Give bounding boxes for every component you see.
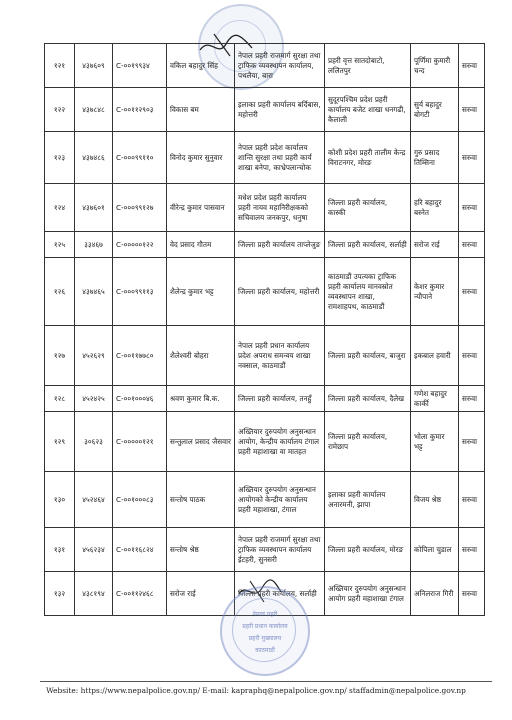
police-seal-bottom [220, 586, 310, 676]
seal-line-2: प्रहरी प्रधान कार्यालय [242, 623, 288, 630]
row-code: C-००११२४६८ [113, 572, 167, 616]
table-row [45, 88, 485, 132]
row-status: सरुवा [459, 326, 485, 386]
row-status: सरुवा [459, 184, 485, 232]
row-id: ४३७४८६ [75, 132, 113, 184]
row-status: सरुवा [459, 412, 485, 472]
row-code: C-०००९९११३ [113, 258, 167, 326]
row-id: ४३७६०९ [75, 44, 113, 88]
table-row [45, 326, 485, 386]
table-row [45, 132, 485, 184]
row-name: वकिल बहादुर सिंह [167, 44, 235, 88]
row-serial: १२१ [45, 44, 75, 88]
row-id: ४५६२३४ [75, 528, 113, 572]
row-name: वेद प्रसाद गौतम [167, 232, 235, 258]
row-code: C-०००९९११० [113, 132, 167, 184]
row-spouse-name: विजय श्रेष्ठ [411, 472, 459, 528]
row-new-office: अख्तियार दुरुपयोग अनुसन्धान आयोग प्रहरी महाशाखा टंगाल [325, 572, 411, 616]
row-code: C-०००००१२१ [113, 412, 167, 472]
table-row [45, 232, 485, 258]
row-id: ४५२६२९ [75, 326, 113, 386]
row-current-office: जिल्ला प्रहरी कार्यालय, महोत्तरी [235, 258, 325, 326]
row-serial: १२७ [45, 326, 75, 386]
row-spouse-name: सरोज राई [411, 232, 459, 258]
row-status: सरुवा [459, 88, 485, 132]
row-name: सन्तोष श्रेष्ठ [167, 528, 235, 572]
row-new-office: जिल्ला प्रहरी कार्यालय, रामेछाप [325, 412, 411, 472]
row-current-office: मधेश प्रदेश प्रहरी कार्यालय प्रहरी नायव महानिरीक्षकको सचिवालय जनकपुर, धनुषा [235, 184, 325, 232]
row-serial: १३२ [45, 572, 75, 616]
row-name: वीरेन्द्र कुमार पासवान [167, 184, 235, 232]
row-name: श्रवण कुमार बि.क. [167, 386, 235, 412]
row-new-office: जिल्ला प्रहरी कार्यालय, बाजुरा [325, 326, 411, 386]
row-code: C-००१०००८३ [113, 472, 167, 528]
footer-contact: Website: https://www.nepalpolice.gov.np/ E-mail: kapraphq@nepalpolice.gov.np/ staffadmin@nepalpolice.gov.np [46, 686, 466, 695]
row-spouse-name: इकबाल हवारी [411, 326, 459, 386]
row-code: C-००१९९३४ [113, 44, 167, 88]
row-code: C-००१०००४६ [113, 386, 167, 412]
row-new-office: जिल्ला प्रहरी कार्यालय, दैलेख [325, 386, 411, 412]
row-id: ४३८१९४ [75, 572, 113, 616]
row-name: शैलेश्वरी बोहरा [167, 326, 235, 386]
row-spouse-name: केशर कुमार न्यौपाने [411, 258, 459, 326]
row-spouse-name: कोपिला चुडाल [411, 528, 459, 572]
transfer-table [44, 43, 485, 616]
row-current-office: जिल्ला प्रहरी कार्यालय, सर्लाही [235, 572, 325, 616]
row-current-office: नेपाल प्रहरी राजमार्ग सुरक्षा तथा ट्राफिक व्यवस्थापन कार्यालय, पथलैया, बारा [235, 44, 325, 88]
row-serial: १३१ [45, 528, 75, 572]
row-serial: १२५ [45, 232, 75, 258]
row-id: ४३७४६५ [75, 258, 113, 326]
row-current-office: नेपाल प्रहरी प्रदेश कार्यालय शान्ति सुरक्षा तथा प्रहरी कार्य शाखा बनेपा, काभ्रेपलान्चोक [235, 132, 325, 184]
row-id: ३३४६७ [75, 232, 113, 258]
table-row [45, 412, 485, 472]
row-new-office: जिल्ला प्रहरी कार्यालय, सर्लाही [325, 232, 411, 258]
row-code: C-००११६८२४ [113, 528, 167, 572]
seal-line-1: नेपाल प्रहरी [252, 611, 278, 618]
row-serial: १२८ [45, 386, 75, 412]
row-spouse-name: भोला कुमार भट्ट [411, 412, 459, 472]
row-status: सरुवा [459, 132, 485, 184]
table-row [45, 472, 485, 528]
row-status: सरुवा [459, 572, 485, 616]
row-serial: १२३ [45, 132, 75, 184]
seal-line-4: काठमाडौं [255, 647, 275, 654]
row-id: ४५२४६४ [75, 472, 113, 528]
row-current-office: नेपाल प्रहरी राजमार्ग सुरक्षा तथा ट्राफिक व्यवस्थापन कार्यालय ईटहरी, सुनसरी [235, 528, 325, 572]
row-current-office: जिल्ला प्रहरी कार्यालय ताप्लेजुङ [235, 232, 325, 258]
row-new-office: प्रहरी वृत्त सातदोबाटो, ललितपुर [325, 44, 411, 88]
row-spouse-name: अनिलराज गिरी [411, 572, 459, 616]
row-serial: १२२ [45, 88, 75, 132]
row-id: ४३७८४८ [75, 88, 113, 132]
row-spouse-name: हरि बहादुर बस्नेत [411, 184, 459, 232]
row-current-office: अख्तियार दुरुपयोग अनुसन्धान आयोग, केन्द्रीय कार्यालय टंगाल प्रहरी महाशाखा वा मातहत [235, 412, 325, 472]
row-status: सरुवा [459, 472, 485, 528]
row-status: सरुवा [459, 232, 485, 258]
table-row [45, 386, 485, 412]
seal-line-3: प्रहरी मुख्यालय [248, 635, 282, 642]
row-current-office: जिल्ला प्रहरी कार्यालय, तनहुँ [235, 386, 325, 412]
row-name: सन्तोष पाठक [167, 472, 235, 528]
row-code: C-००११२९०३ [113, 88, 167, 132]
table-row [45, 184, 485, 232]
row-spouse-name: गणेश बहादुर कार्की [411, 386, 459, 412]
row-new-office: जिल्ला प्रहरी कार्यालय, कास्की [325, 184, 411, 232]
row-serial: १२६ [45, 258, 75, 326]
row-code: C-०००९९१२७ [113, 184, 167, 232]
row-name: विनोद कुमार सुनुवार [167, 132, 235, 184]
row-new-office: इलाका प्रहरी कार्यालय अनारमनी, झापा [325, 472, 411, 528]
row-current-office: अख्तियार दुरुपयोग अनुसन्धान आयोगको केन्द्रीय कार्यालय प्रहरी महाशाखा, टंगाल [235, 472, 325, 528]
table-row [45, 44, 485, 88]
row-name: सरोज राई [167, 572, 235, 616]
row-status: सरुवा [459, 44, 485, 88]
row-serial: १३० [45, 472, 75, 528]
row-id: ३०६२३ [75, 412, 113, 472]
row-spouse-name: पूर्णिमा कुमारी चन्द [411, 44, 459, 88]
row-code: C-०००००१२२ [113, 232, 167, 258]
row-code: C-००११७७८० [113, 326, 167, 386]
row-status: सरुवा [459, 386, 485, 412]
row-id: ४५२४२५ [75, 386, 113, 412]
row-serial: १२९ [45, 412, 75, 472]
row-new-office: काठमाडौं उपत्यका ट्राफिक प्रहरी कार्यालय मानवस्रोत व्यवस्थापन शाखा, रामशाहपथ, काठमाडौं [325, 258, 411, 326]
row-name: विकास बम [167, 88, 235, 132]
row-current-office: इलाका प्रहरी कार्यालय बर्दिबास, महोत्तरी [235, 88, 325, 132]
row-status: सरुवा [459, 528, 485, 572]
table-row [45, 528, 485, 572]
row-serial: १२४ [45, 184, 75, 232]
row-spouse-name: गुरु प्रसाद तिम्सिना [411, 132, 459, 184]
table-row [45, 258, 485, 326]
row-new-office: कोशी प्रदेश प्रहरी तालीम केन्द्र विराटनगर, मोरङ [325, 132, 411, 184]
row-new-office: सुदूरपश्चिम प्रदेश प्रहरी कार्यालय बजेट शाखा धनगढी, कैलाली [325, 88, 411, 132]
footer-rule [40, 681, 492, 682]
row-name: सन्तुलाल प्रसाद जैसवार [167, 412, 235, 472]
row-id: ४३७६०१ [75, 184, 113, 232]
row-name: शैलेन्द्र कुमार भट्ट [167, 258, 235, 326]
row-status: सरुवा [459, 258, 485, 326]
row-new-office: जिल्ला प्रहरी कार्यालय, मोरङ [325, 528, 411, 572]
row-spouse-name: सुर्य बहादुर बोगटी [411, 88, 459, 132]
row-current-office: नेपाल प्रहरी प्रधान कार्यालय प्रदेश अपराध समन्वय शाखा नक्साल, काठमाडौं [235, 326, 325, 386]
